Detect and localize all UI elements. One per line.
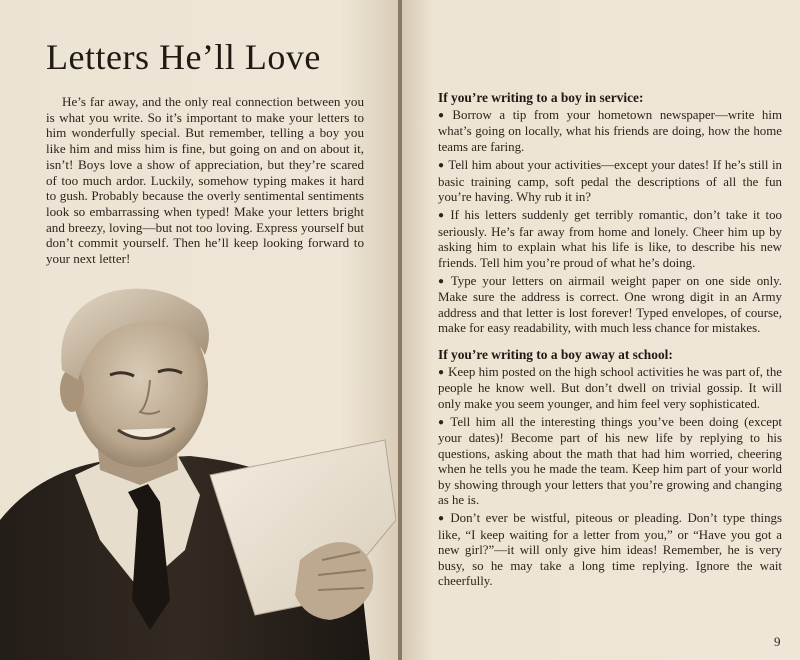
tip-text: Don’t ever be wistful, piteous or pleading. Don’t type things like, “I keep waiting for a letter from you,” or “Have you got a new girl?”—it will only give him ideas! Remember, he is very busy, so he may take a long time replying. Ignore the wait cheerfully. xyxy=(438,511,783,588)
tip-text: Keep him posted on the high school activities he was part of, the people he know well. But don’t dwell on trivial gossip. It will only make you seem younger, and him feel very sophisticated. xyxy=(438,364,782,411)
section-heading: If you’re writing to a boy away at school: xyxy=(438,346,673,362)
tip-item xyxy=(438,108,782,155)
service-section xyxy=(438,90,782,337)
bullet-icon: ● xyxy=(438,160,445,172)
tip-text: Borrow a tip from your hometown newspaper—write him what’s going on locally, what his friends are doing, how the home teams are faring. xyxy=(438,108,782,154)
bullet-icon: ● xyxy=(438,276,447,288)
bullet-icon: ● xyxy=(438,513,447,525)
school-section xyxy=(438,347,782,590)
bullet-icon: ● xyxy=(438,416,447,428)
tip-item xyxy=(438,415,782,508)
page-number: 9 xyxy=(774,634,781,649)
bullet-icon: ● xyxy=(438,210,447,222)
tip-text: If his letters suddenly get terribly romantic, don’t take it too seriously. He’s far away from home and lonely. Cheer him up by asking him to explain what his life is like, to describe his new friends. Tell him you’re proud of what he’s doing. xyxy=(438,208,782,270)
tip-item xyxy=(438,511,782,589)
tip-text: Type your letters on airmail weight paper on one side only. Make sure the address is correct. One wrong digit in an Army address and that letter is lost forever! Typed envelopes, of course, make for easy readability, with much less chance for mistakes. xyxy=(438,274,782,336)
bullet-icon: ● xyxy=(438,366,445,378)
section-heading: If you’re writing to a boy in service: xyxy=(438,90,644,105)
tip-item xyxy=(438,365,782,412)
bullet-icon: ● xyxy=(438,110,449,121)
tip-text: Tell him all the interesting things you’ve been doing (except your dates)! Become part of his new life by replying to his questions, asking about the math that had him worried, cheering when he tells you he made the team. Keep him part of your world by showing through your letters that you’re growing and changing as he is. xyxy=(438,414,782,507)
tip-item xyxy=(438,158,782,205)
tips-column xyxy=(438,90,782,592)
intro-paragraph: He’s far away, and the only real connection between you is what you write. So it’s important to make your letters to him wonderfully special. But remember, telling a boy you like him and miss him is fine, but going on and on about it, isn’t! Boys love a show of appreciation, but they’re scared of too much ardor. Luckily, somehow typing makes it hard to gush. Probably because the overly sentimental sentiments look so embarrassing when typed! Make your letters bright and breezy, loving—but not too loving. Express yourself but don’t commit yourself. Then he’ll keep looking forward to your next letter! xyxy=(46,94,364,267)
young-man-reading-letter-photo xyxy=(0,270,396,660)
page-title: Letters He’ll Love xyxy=(46,37,321,77)
tip-item xyxy=(438,274,782,337)
tip-text: Tell him about your activities—except your dates! If he’s still in basic training camp, soft pedal the descriptions of all the fun you’re having. Why rub it in? xyxy=(438,158,783,205)
tip-item xyxy=(438,208,782,271)
